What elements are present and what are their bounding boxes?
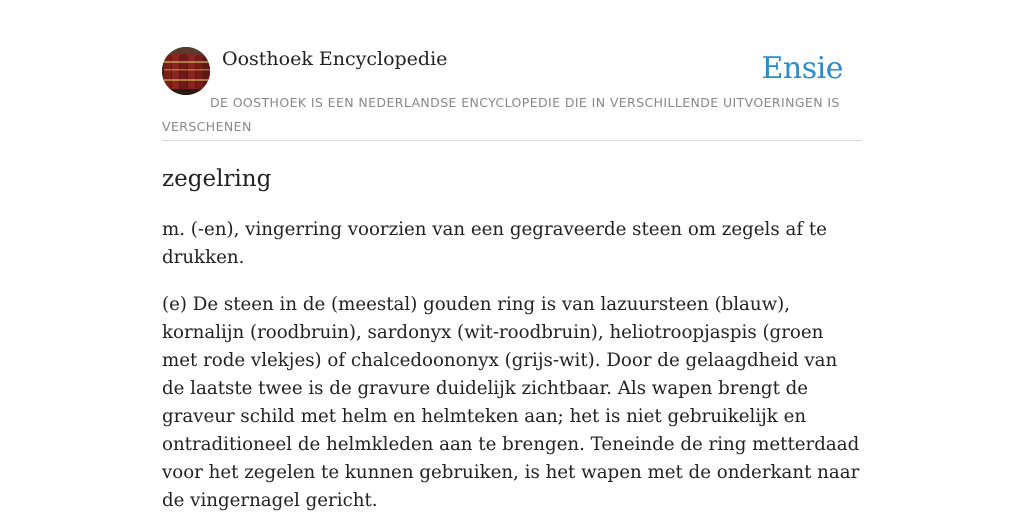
source-title[interactable]: Oosthoek Encyclopedie	[222, 48, 448, 70]
ensie-logo[interactable]: Ensie	[761, 51, 843, 86]
source-header	[162, 46, 862, 141]
entry-content	[162, 162, 862, 515]
entry-headword: zegelring	[162, 166, 272, 192]
source-description: DE OOSTHOEK IS EEN NEDERLANDSE ENCYCLOPEDIE DIE IN VERSCHILLENDE UITVOERINGEN IS VERSCHENEN	[162, 95, 840, 134]
entry-definition: m. (-en), vingerring voorzien van een gegraveerde steen om zegels af te drukken.	[162, 219, 827, 268]
encyclopedia-books-icon[interactable]	[162, 47, 210, 95]
entry-description: (e) De steen in de (meestal) gouden ring is van lazuursteen (blauw), kornalijn (roodbruin), sardonyx (wit-roodbruin), heliotroopjaspis (groen met rode vlekjes) of chalcedoononyx (grijs-wit). Door de gelaagdheid van de laatste twee is de gravure duidelijk zichtbaar. Als wapen brengt de graveur schild met helm en helmteken aan; het is niet gebruikelijk en ontraditioneel de helmkleden aan te brengen. Teneinde de ring metterdaad voor het zegelen te kunnen gebruiken, is het wapen met de onderkant naar de vingernagel gericht.	[162, 294, 860, 511]
